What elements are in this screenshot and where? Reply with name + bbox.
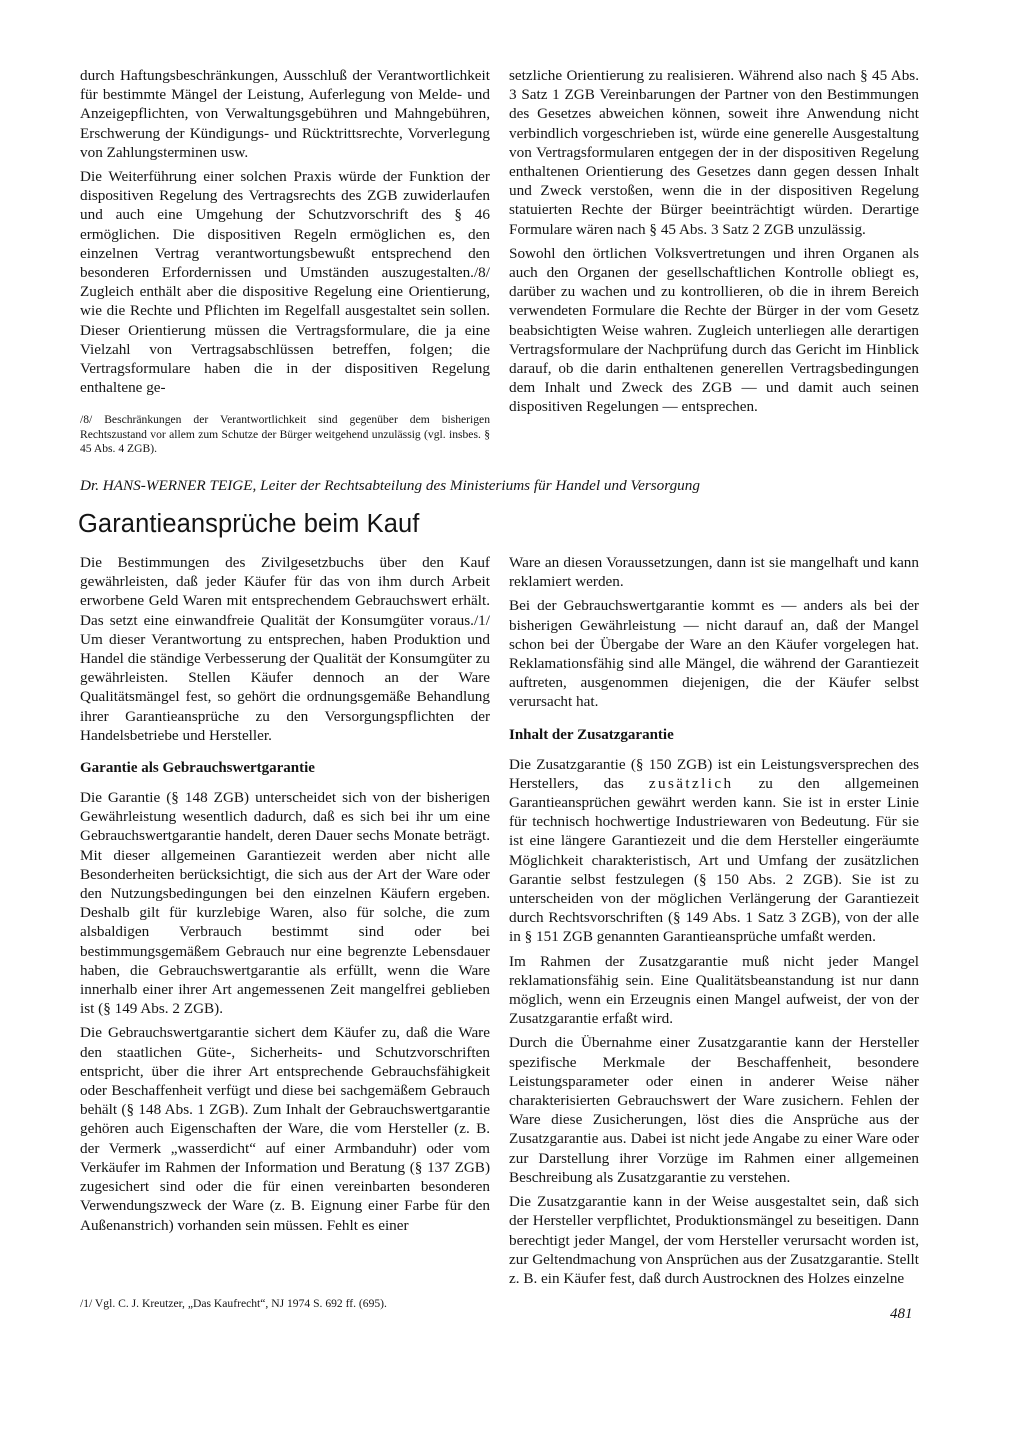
article-left-column bbox=[80, 553, 490, 1240]
paragraph: Bei der Gebrauchswertgarantie kommt es — anders als bei der bisherigen Gewährleistung — nicht darauf an, daß der Mangel schon bei der Übergabe der Ware an den Käufer vorgelegen hat. Reklamationsfähig sind alle Mängel, die während der Garantiezeit auftreten, ausgenommen diejenigen, die der Käufer selbst verursacht hat. bbox=[509, 597, 919, 711]
text-run: Die Zusatzgarantie (§ 150 ZGB) ist ein Leistungsversprechen des Herstellers, das bbox=[509, 755, 919, 792]
paragraph: Die Garantie (§ 148 ZGB) unterscheidet sich von der bisherigen Gewährleistung wesentlich dadurch, daß es sich bei ihr um eine Gebrauchswertgarantie handelt, deren Dauer sechs Monate beträgt. Mit dieser allgemeinen Garantiezeit werden aber nicht alle Besonderheiten berücksichtigt, die sich aus der Art der Ware oder den Nutzungsbedingungen bei den einzelnen Käufern ergeben. Deshalb gilt für kurzlebige Waren, also für solche, die zum alsbaldigen Verbrauch bestimmt sind oder bei bestimmungsgemäßem Gebrauch nur eine begrenzte Lebensdauer haben, die Gebrauchswertgarantie als erfüllt, wenn die Ware innerhalb einer ihrer Art angemessenen Zeit mangelfrei geblieben ist (§ 149 Abs. 2 ZGB). bbox=[80, 789, 490, 1018]
article-title: Garantieansprüche beim Kauf bbox=[78, 510, 420, 538]
text-run: zu den allgemeinen Garantieansprüchen gewährt werden kann. Sie ist in erster Linie für technisch hochwertige Industriewaren von Bedeutung. Für sie ist eine längere Garantiezeit und die dem Hersteller eingeräumte Möglichkeit charakteristisch, Art und Umfang der zusätzlichen Garantie selbst festzulegen (§ 150 Abs. 2 ZGB). Sie ist zu unterscheiden von der möglichen Verlängerung der Garantiezeit durch Rechtsvorschriften (§ 149 Abs. 1 Satz 3 ZGB), von der alle in § 151 ZGB genannten Garantieansprüche umfaßt werden. bbox=[509, 774, 920, 946]
paragraph: durch Haftungsbeschränkungen, Ausschluß der Verantwortlichkeit für bestimmte Mängel der Leistung, Auferlegung von Melde- und Anzeigepflichten, von Verwaltungsgebühren und Mahngebühren, Erschwerung der Kündigungs- und Rücktrittsrechte, Vorverlegung von Zahlungsterminen usw. bbox=[80, 67, 490, 161]
top-left-column bbox=[80, 66, 490, 402]
paragraph: Ware an diesen Voraussetzungen, dann ist sie mangelhaft und kann reklamiert werden. bbox=[509, 554, 919, 591]
paragraph: Die Gebrauchswertgarantie sichert dem Käufer zu, daß die Ware den staatlichen Güte-, Sicherheits- und Schutzvorschriften entspricht, über die ihrer Art entsprechende Gebrauchsfähigkeit oder Beschaffenheit verfügt und diese bei sachgemäßem Gebrauch behält (§ 148 Abs. 1 ZGB). Zum Inhalt der Gebrauchswertgarantie gehören auch Eigenschaften der Ware, die vom Hersteller (z. B. der Vermerk „wasserdicht“ auf einer Armbanduhr) oder vom Verkäufer im Rahmen der Information und Beratung (§ 137 ZGB) zugesichert sind oder die für einen vereinbarten besonderen Verwendungszweck der Ware (z. B. Eignung einer Farbe für den Außenanstrich) vorhanden sein müssen. Fehlt es einer bbox=[80, 1024, 490, 1234]
author-byline: Dr. HANS-WERNER TEIGE, Leiter der Rechtsabteilung des Ministeriums für Handel und Versorgung bbox=[80, 477, 700, 494]
top-right-column bbox=[509, 66, 919, 422]
article-right-column bbox=[509, 553, 919, 1293]
paragraph bbox=[509, 755, 919, 947]
paragraph: Im Rahmen der Zusatzgarantie muß nicht jeder Mangel reklamationsfähig sein. Eine Qualitätsbeanstandung ist nur dann möglich, wenn ein Erzeugnis einen Mangel aufweist, der von der Zusatzgarantie erfaßt wird. bbox=[509, 952, 919, 1028]
paragraph: setzliche Orientierung zu realisieren. Während also nach § 45 Abs. 3 Satz 1 ZGB Vereinbarungen der Partner von den Bestimmungen des Gesetzes abweichen können, soweit ihre Anwendung nicht verbindlich vorgeschrieben ist, würde eine generelle Ausgestaltung von Vertragsformularen entgegen der in der dispositiven Regelung enthaltenen Orientierung des Gesetzes dann gegen dessen Inhalt und Zweck verstoßen, wenn die in der dispositiven Regelung statuierten Rechte der Bürger beeinträchtigt würden. Derartige Formulare wären nach § 45 Abs. 3 Satz 2 ZGB unzulässig. bbox=[509, 67, 919, 238]
paragraph: Durch die Übernahme einer Zusatzgarantie kann der Hersteller spezifische Merkmale der Beschaffenheit, besondere Leistungsparameter oder einen in anderer Weise näher charakterisierten Gebrauchswert der Ware zusichern. Fehlen der Ware diese Zusicherungen, löst dies die Ansprüche aus der Zusatzgarantie aus. Dabei ist nicht jede Angabe zu einer Ware oder zur Darstellung ihrer Vorzüge im Rahmen einer allgemeinen Beschreibung als Zusatzgarantie zu verstehen. bbox=[509, 1034, 919, 1186]
footnote-1: /1/ Vgl. C. J. Kreutzer, „Das Kaufrecht“, NJ 1974 S. 692 ff. (695). bbox=[80, 1297, 387, 1310]
spaced-emphasis: zusätzlich bbox=[648, 774, 734, 792]
intro-paragraph: Die Bestimmungen des Zivilgesetzbuchs über den Kauf gewährleisten, daß jeder Käufer für das von ihm durch Arbeit erworbene Geld Waren mit entsprechendem Gebrauchswert erhält. Das setzt eine einwandfreie Qualität der Konsumgüter voraus./1/ Um dieser Verantwortung zu entsprechen, haben Produktion und Handel die ständige Verbesserung der Qualität der Konsumgüter zu gewährleisten. Stellen Käufer dennoch an der Ware Qualitätsmängel fest, so gehört die ordnungsgemäße Behandlung ihrer Garantieansprüche zu den Versorgungspflichten der Handelsbetriebe und Hersteller. bbox=[80, 554, 490, 744]
footnote-8: /8/ Beschränkungen der Verantwortlichkeit sind gegenüber dem bisherigen Rechtszustand vor allem zum Schutze der Bürger weitgehend unzulässig (vgl. insbes. § 45 Abs. 4 ZGB). bbox=[80, 413, 490, 456]
section-heading: Garantie als Gebrauchswertgarantie bbox=[80, 760, 315, 777]
paragraph: Sowohl den örtlichen Volksvertretungen und ihren Organen als auch den Organen der gesellschaftlichen Kontrolle obliegt es, darüber zu wachen und zu kontrollieren, ob die in ihrem Bereich verwendeten Formulare die Rechte der Bürger in der vom Gesetz beabsichtigten Weise wahren. Zugleich unterliegen alle derartigen Vertragsformulare der Nachprüfung durch das Gericht im Hinblick darauf, ob die darin enthaltenen generellen Vertragsbedingungen dem Inhalt und Zweck des ZGB — und damit auch seinen dispositiven Regelungen — entsprechen. bbox=[509, 244, 919, 416]
page-number: 481 bbox=[890, 1306, 913, 1322]
section-heading: Inhalt der Zusatzgarantie bbox=[509, 726, 674, 743]
paragraph: Die Weiterführung einer solchen Praxis würde der Funktion der dispositiven Regelung des Vertragsrechts des ZGB zuwiderlaufen und auch eine Umgehung der Schutzvorschrift des § 46 ermöglichen. Die dispositiven Regeln ermöglichen es, den einzelnen Vertrag verantwortungsbewußt entsprechend den besonderen Erfordernissen und Umständen auszugestalten./8/ Zugleich enthält aber die dispositive Regelung eine Orientierung, wie die Rechte und Pflichten im Regelfall ausgestaltet sein sollen. Dieser Orientierung müssen die Vertragsformulare, die ja eine Vielzahl von Vertragsabschlüssen betreffen, folgen; die Vertragsformulare haben die in der dispositiven Regelung enthaltene ge- bbox=[80, 168, 490, 397]
paragraph: Die Zusatzgarantie kann in der Weise ausgestaltet sein, daß sich der Hersteller verpflichtet, Produktionsmängel zu beseitigen. Dann berechtigt jeder Mangel, der vom Hersteller verursacht worden ist, zur Geltendmachung von Ansprüchen aus der Zusatzgarantie. Stellt z. B. ein Käufer fest, daß durch Austrocknen des Holzes einzelne bbox=[509, 1193, 919, 1287]
